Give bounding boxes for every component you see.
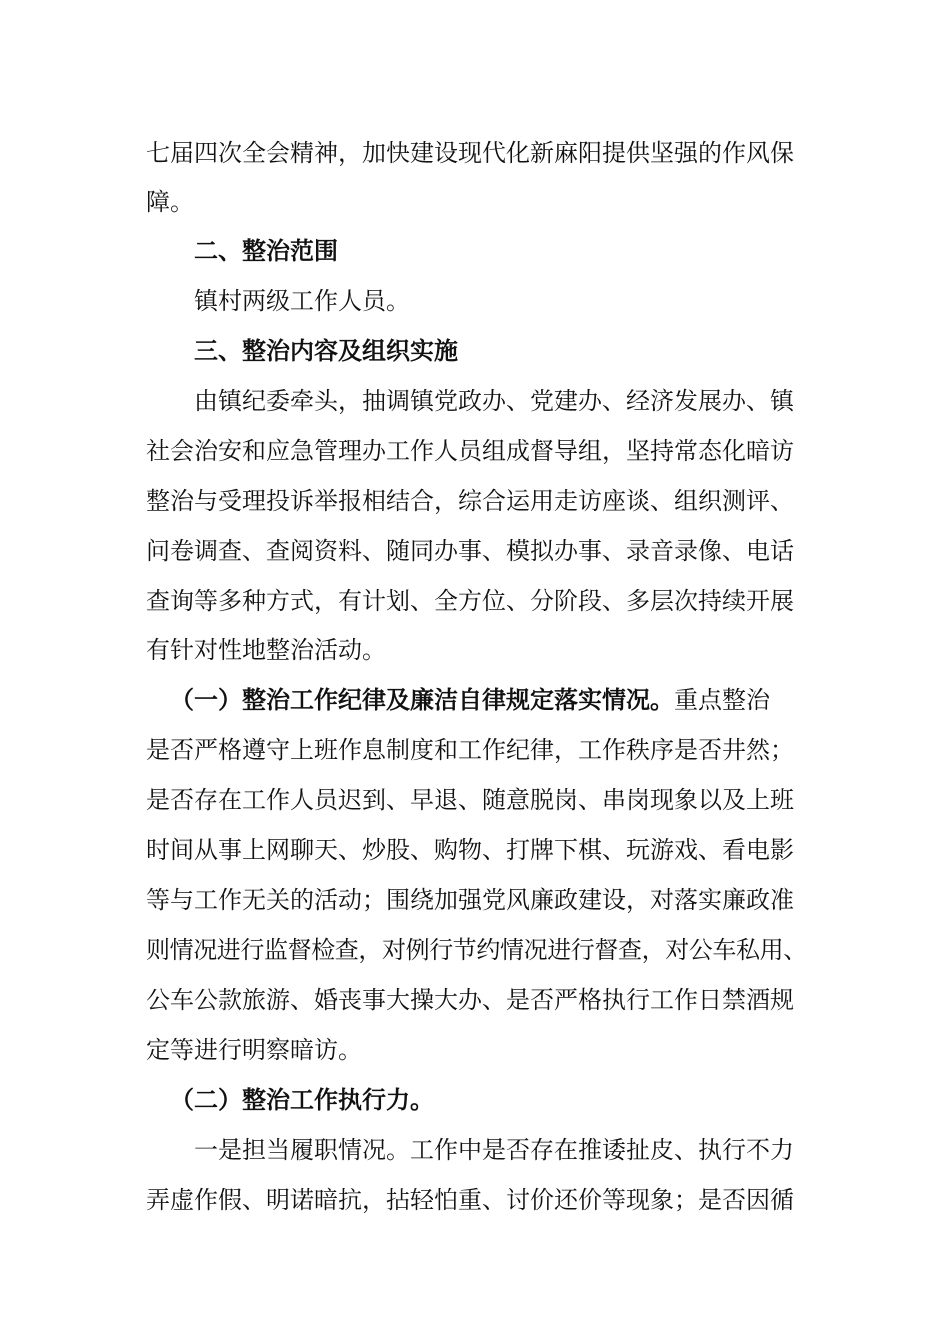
paragraph-line: 社会治安和应急管理办工作人员组成督导组，坚持常态化暗访	[146, 437, 794, 465]
paragraph-line: 定等进行明察暗访。	[146, 1036, 362, 1064]
paragraph-line: 七届四次全会精神，加快建设现代化新麻阳提供坚强的作风保	[146, 139, 794, 167]
paragraph-line: 由镇纪委牵头，抽调镇党政办、党建办、经济发展办、镇	[194, 387, 794, 415]
paragraph-line: 是否严格遵守上班作息制度和工作纪律，工作秩序是否井然；	[146, 736, 794, 764]
paragraph-line: 整治与受理投诉举报相结合，综合运用走访座谈、组织测评、	[146, 487, 794, 515]
paragraph-line: 是否存在工作人员迟到、早退、随意脱岗、串岗现象以及上班	[146, 786, 794, 814]
subsection-line	[170, 685, 770, 715]
paragraph-line: 时间从事上网聊天、炒股、购物、打牌下棋、玩游戏、看电影	[146, 836, 794, 864]
paragraph-line: 弄虚作假、明诺暗抗，拈轻怕重、讨价还价等现象；是否因循	[146, 1186, 794, 1214]
paragraph-line: 问卷调查、查阅资料、随同办事、模拟办事、录音录像、电话	[146, 537, 794, 565]
section-heading: 三、整治内容及组织实施	[194, 337, 458, 365]
paragraph-line: 镇村两级工作人员。	[194, 287, 410, 315]
subsection-text: 重点整治	[674, 686, 770, 714]
subsection-heading: （二）整治工作执行力。	[170, 1086, 434, 1114]
paragraph-line: 查询等多种方式，有计划、全方位、分阶段、多层次持续开展	[146, 587, 794, 615]
paragraph-line: 有针对性地整治活动。	[146, 636, 386, 664]
subsection-heading: （一）整治工作纪律及廉洁自律规定落实情况。	[170, 686, 674, 714]
paragraph-line: 公车公款旅游、婚丧事大操大办、是否严格执行工作日禁酒规	[146, 986, 794, 1014]
paragraph-line: 则情况进行监督检查，对例行节约情况进行督查，对公车私用、	[146, 936, 807, 964]
paragraph-line: 等与工作无关的活动；围绕加强党风廉政建设，对落实廉政准	[146, 886, 794, 914]
paragraph-line: 障。	[146, 188, 194, 216]
section-heading: 二、整治范围	[194, 237, 338, 265]
paragraph-line: 一是担当履职情况。工作中是否存在推诿扯皮、执行不力	[194, 1136, 794, 1164]
